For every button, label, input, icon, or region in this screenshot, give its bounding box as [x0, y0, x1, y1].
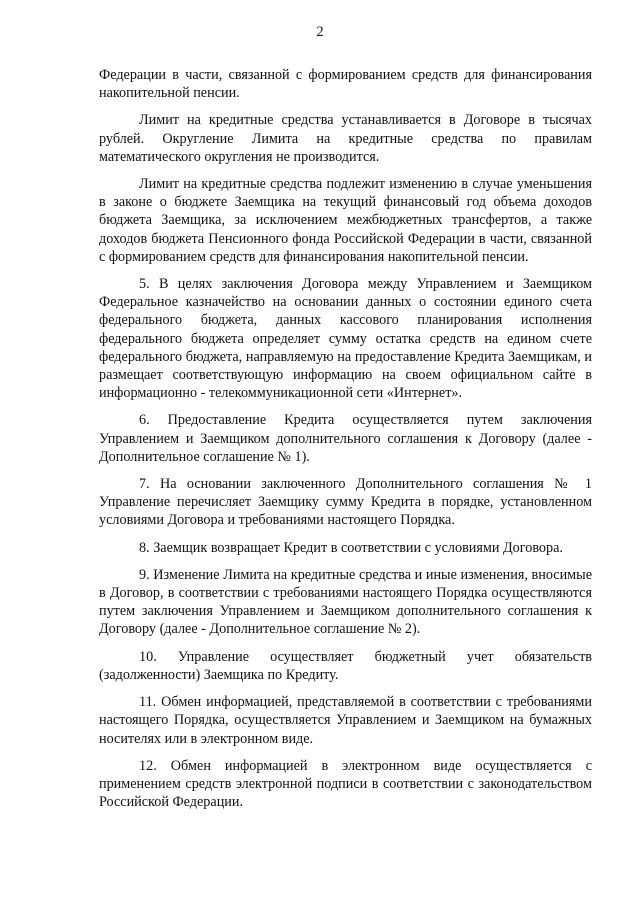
- paragraph-item-5: 5. В целях заключения Договора между Управлением и Заемщиком Федеральное казначейство на основании данных о состоянии единого счета федерального бюджета, данных кассового планирования исполнения федерального бюджета определяет сумму остатка средств на едином счете федерального бюджета, направляемую на предоставление Кредита Заемщикам, и размещает соответствующую информацию на своем официальном сайте в информационно - телекоммуникационной сети «Интернет».: [99, 276, 592, 402]
- paragraph-item-9: 9. Изменение Лимита на кредитные средства и иные изменения, вносимые в Договор, в соответствии с требованиями настоящего Порядка осуществляются путем заключения Управлением и Заемщиком дополнительного соглашения к Договору (далее - Дополнительное соглашение № 2).: [99, 566, 592, 638]
- paragraph-item-12: 12. Обмен информацией в электронном виде осуществляется с применением средств электронной подписи в соответствии с законодательством Российской Федерации.: [99, 757, 592, 811]
- paragraph-limit-change: Лимит на кредитные средства подлежит изменению в случае уменьшения в законе о бюджете Заемщика на текущий финансовый год объема доходов бюджета Заемщика, за исключением межбюджетных трансфертов, а также доходов бюджета Пенсионного фонда Российской Федерации в части, связанной с формированием средств для финансирования накопительной пенсии.: [99, 176, 592, 265]
- paragraph-continuation: Федерации в части, связанной с формированием средств для финансирования накопительной пенсии.: [99, 67, 592, 102]
- paragraph-item-11: 11. Обмен информацией, представляемой в соответствии с требованиями настоящего Порядка, осуществляется Управлением и Заемщиком на бумажных носителях или в электронном виде.: [99, 694, 592, 747]
- page-number: 2: [316, 24, 324, 40]
- paragraph-item-7: 7. На основании заключенного Дополнительного соглашения № 1 Управление перечисляет Заемщику сумму Кредита в порядке, установленном условиями Договора и требованиями настоящего Порядка.: [99, 476, 592, 529]
- paragraph-item-10: 10. Управление осуществляет бюджетный учет обязательств (задолженности) Заемщика по Кредиту.: [99, 648, 592, 683]
- document-body: [99, 66, 592, 815]
- paragraph-limit-thousands: Лимит на кредитные средства устанавливается в Договоре в тысячах рублей. Округление Лимита на кредитные средства по правилам математического округления не производится.: [99, 112, 592, 165]
- paragraph-item-6: 6. Предоставление Кредита осуществляется путем заключения Управлением и Заемщиком дополнительного соглашения к Договору (далее - Дополнительное соглашение № 1).: [99, 412, 592, 465]
- paragraph-item-8: 8. Заемщик возвращает Кредит в соответствии с условиями Договора.: [139, 539, 563, 556]
